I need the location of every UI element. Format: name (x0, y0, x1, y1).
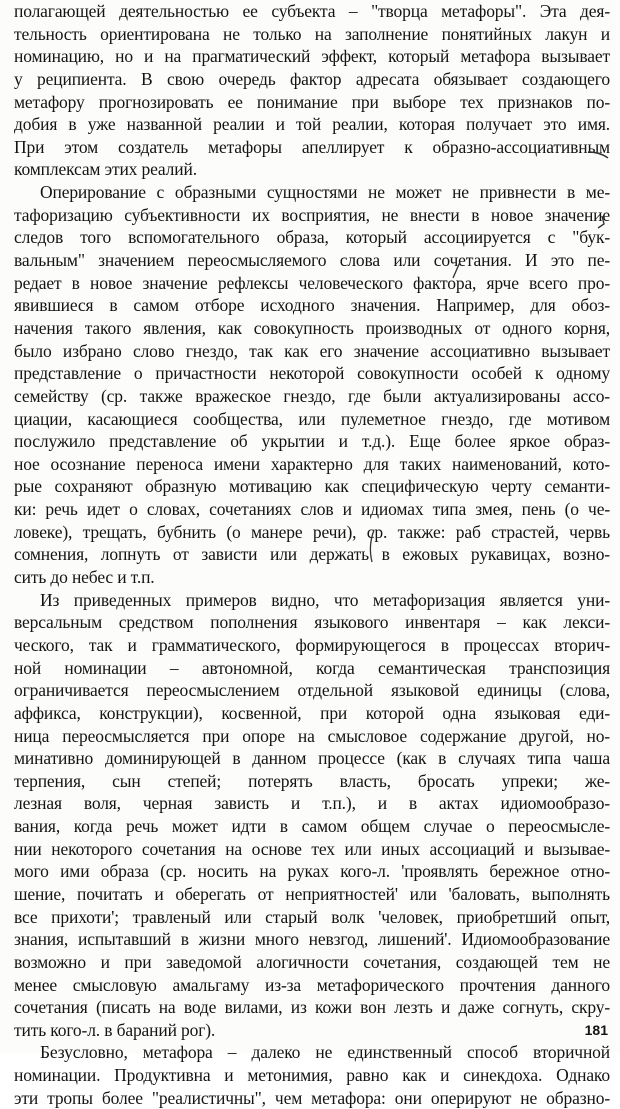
text-line: сомнения, лопнуть от зависти или держать в ежовых рукавицах, возно- (14, 544, 610, 565)
text-line: Безусловно, метафора – далеко не единственный способ вторичной (40, 1042, 610, 1063)
text-line: Из приведенных примеров видно, что метафоризация является уни- (40, 589, 610, 610)
body-text (14, 0, 610, 1109)
text-line: циации, касающиеся сообщества, или пулеметное гнездо, где мотивом (14, 408, 610, 429)
text-line: тельность ориентирована не только на заполнение понятийных лакун и (14, 23, 610, 44)
text-line: комплексам этих реалий. (14, 159, 197, 180)
text-line: добия в уже названной реалии и той реалии, которая получает это имя. (14, 114, 610, 135)
text-line: редает в новое значение рефлексы человеческого фактора, ярче всего про- (14, 272, 610, 293)
text-line: вальным" значением переосмысляемого слова или сочетания. И это пе- (14, 250, 610, 271)
text-line: тить кого-л. в бараний рог). (14, 1019, 216, 1040)
text-line: полагающей деятельностью ее субъекта – "творца метафоры". Эта дея- (14, 1, 610, 21)
text-line: послужило представление об укрытии и т.д.). Еще более яркое образ- (14, 431, 610, 452)
text-line: номинацию, но и на прагматический эффект, который метафора вызывает (14, 46, 610, 67)
text-line: мого ими образа (ср. носить на руках кого-л. 'проявлять бережное отно- (14, 861, 610, 882)
text-line: ловеке), трещать, бубнить (о манере речи), ср. также: раб страстей, червь (14, 521, 610, 542)
text-line: аффикса, конструкции), косвенной, при которой одна языковая еди- (14, 702, 610, 723)
text-line: ница переосмысляется при опоре на смысловое содержание другой, но- (14, 725, 610, 746)
text-line: у реципиента. В свою очередь фактор адресата обязывает создающего (14, 68, 610, 89)
text-line: ки: речь идет о словах, сочетаниях слов и идиомах типа змея, пень (о че- (14, 499, 610, 520)
text-line: тафоризацию субъективности их восприятия, не внести в новое значение (14, 204, 610, 225)
text-line: вания, когда речь может идти в самом общем случае о переосмысле- (14, 816, 610, 837)
text-line: явившиеся в самом отборе исходного значения. Например, для обоз- (14, 295, 610, 316)
text-line: минативно доминирующей в данном процессе (как в случаях типа чаша (14, 748, 610, 769)
text-line: сочетания (писать на воде вилами, из кожи вон лезть и даже согнуть, скру- (14, 997, 610, 1018)
text-line: метафору прогнозировать ее понимание при выборе тех признаков по- (14, 91, 610, 112)
text-line: представление о причастности некоторой совокупности особей к одному (14, 363, 610, 384)
text-line: лезная воля, черная зависть и т.п.), и в актах идиомообразо- (14, 793, 610, 814)
text-line: все прихоти'; травленый или старый волк 'человек, приобретший опыт, (14, 906, 610, 927)
text-line: ное осознание переноса имени характерно для таких наименований, кото- (14, 453, 610, 474)
text-line: знания, испытавший в жизни много невзгод, лишений'. Идиомообразование (14, 929, 610, 950)
text-line: шение, почитать и оберегать от неприятностей' или 'баловать, выполнять (14, 883, 610, 904)
text-line: сить до небес и т.п. (14, 567, 155, 588)
text-line: менее смысловую амальгаму из-за метафорического прочтения данного (14, 974, 610, 995)
text-line: рые сохраняют образную мотивацию как специфическую черту семанти- (14, 476, 610, 497)
text-line: было избрано слово гнездо, так как его значение ассоциативно вызывает (14, 340, 610, 361)
text-line: начения такого явления, как совокупность производных от одного корня, (14, 317, 610, 338)
page-number: 181 (584, 1022, 608, 1038)
text-line: следов того вспомогательного образа, который ассоциируется с "бук- (14, 227, 610, 248)
text-line: терпения, сын степей; потерять власть, бросать упреки; же- (14, 770, 610, 791)
text-line: семейству (ср. также вражеское гнездо, где были актуализированы ассо- (14, 385, 610, 406)
text-line: ческого, так и грамматического, формирующегося в процессах вторич- (14, 634, 610, 655)
text-line: номинации. Продуктивна и метонимия, равно как и синекдоха. Однако (14, 1065, 610, 1086)
text-line: версальным средством пополнения языкового инвентаря – как лекси- (14, 612, 610, 633)
text-line: ограничивается переосмыслением отдельной языковой единицы (слова, (14, 680, 610, 701)
text-line: Оперирование с образными сущностями не может не привнести в ме- (40, 182, 610, 203)
text-line: ной номинации – автономной, когда семантическая транспозиция (14, 657, 610, 678)
text-line: При этом создатель метафоры апеллирует к образно-ассоциативным (14, 136, 610, 157)
text-line: нии некоторого сочетания на основе тех или иных ассоциаций и вызывае- (14, 838, 610, 859)
text-line: эти тропы более "реалистичны", чем метафора: они оперируют не образно- (14, 1087, 610, 1108)
text-line: возможно и при заведомой алогичности сочетания, создающей тем не (14, 951, 610, 972)
